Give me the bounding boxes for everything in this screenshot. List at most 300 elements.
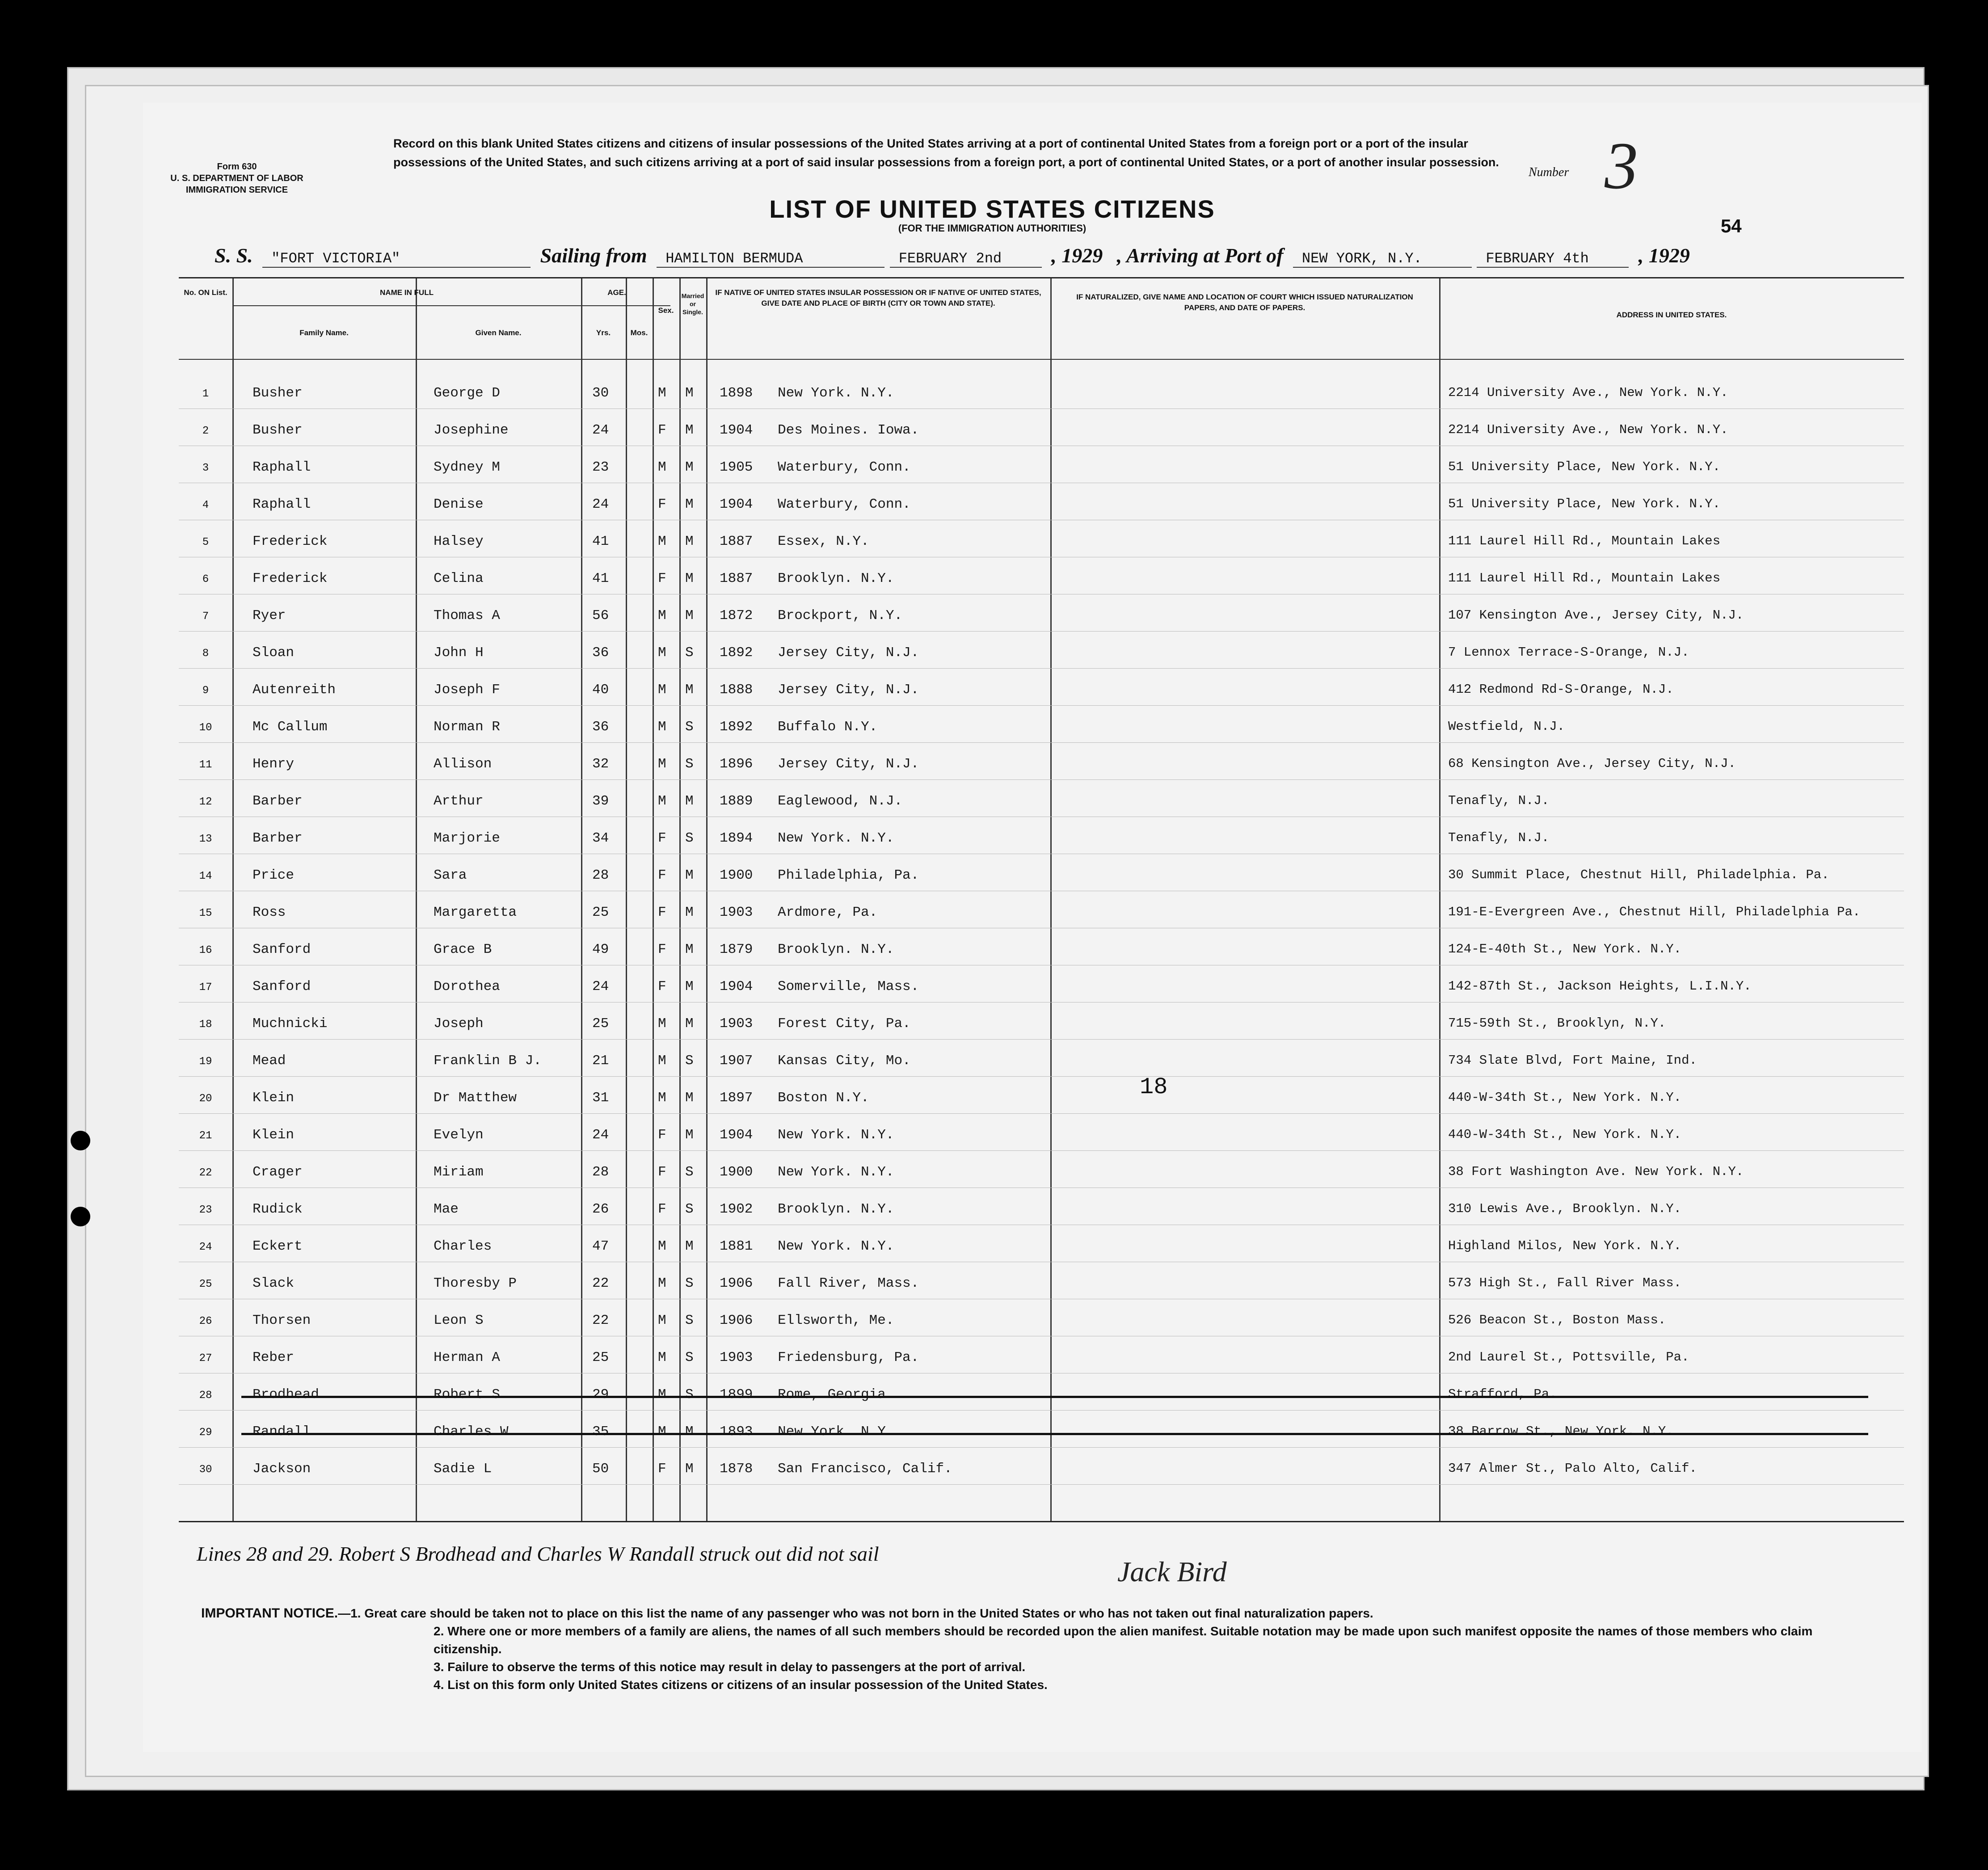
cell-place: New York. N.Y. <box>778 830 894 846</box>
cell-year: 1892 <box>720 645 753 661</box>
cell-year: 1899 <box>720 1387 753 1402</box>
cell-family: Muchnicki <box>253 1016 328 1032</box>
form-service: IMMIGRATION SERVICE <box>185 185 288 195</box>
cell-given: Allison <box>434 756 492 772</box>
cell-address: 38 Barrow St., New York. N.Y. <box>1448 1424 1674 1439</box>
arrival-port: NEW YORK, N.Y. <box>1293 250 1472 268</box>
cell-address: Tenafly, N.J. <box>1448 830 1550 845</box>
cell-family: Barber <box>253 830 303 846</box>
cell-given: Herman A <box>434 1350 500 1365</box>
cell-given: Sydney M <box>434 459 500 475</box>
cell-ms: S <box>685 1201 694 1217</box>
cell-ms: S <box>685 1053 694 1069</box>
cell-place: Somerville, Mass. <box>778 979 919 994</box>
cell-place: San Francisco, Calif. <box>778 1461 952 1477</box>
cell-address: 191-E-Evergreen Ave., Chestnut Hill, Philadelphia Pa. <box>1448 905 1861 919</box>
cell-given: Franklin B J. <box>434 1053 542 1069</box>
col-divider <box>1439 278 1440 1521</box>
cell-family: Klein <box>253 1127 295 1143</box>
cell-family: Sanford <box>253 942 311 957</box>
cell-address: 2214 University Ave., New York. N.Y. <box>1448 385 1728 400</box>
col-divider <box>679 278 681 1521</box>
cell-age: 31 <box>592 1090 609 1106</box>
cell-address: 51 University Place, New York. N.Y. <box>1448 459 1721 474</box>
cell-year: 1894 <box>720 830 753 846</box>
purser-signature: Jack Bird <box>1117 1556 1227 1588</box>
header-bottom-rule <box>179 359 1904 360</box>
cell-ms: M <box>685 571 694 586</box>
cell-place: Des Moines. Iowa. <box>778 422 919 438</box>
header-birth: IF NATIVE OF UNITED STATES INSULAR POSSESSION OR IF NATIVE OF UNITED STATES, GIVE DATE AND PLACE OF BIRTH (CITY OR TOWN AND STATE). <box>715 288 1041 307</box>
cell-ms: M <box>685 942 694 957</box>
row-rule <box>179 631 1904 632</box>
cell-family: Raphall <box>253 497 311 512</box>
cell-place: Ardmore, Pa. <box>778 905 878 920</box>
row-number: 28 <box>199 1390 212 1402</box>
notice-label: IMPORTANT NOTICE. <box>201 1606 338 1621</box>
cell-age: 26 <box>592 1201 609 1217</box>
row-rule <box>179 1447 1904 1448</box>
header-address: ADDRESS IN UNITED STATES. <box>1616 311 1727 319</box>
cell-family: Crager <box>253 1164 303 1180</box>
cell-place: Friedensburg, Pa. <box>778 1350 919 1365</box>
col-divider <box>1050 278 1052 1521</box>
cell-sex: F <box>658 497 666 512</box>
cell-place: Eaglewood, N.J. <box>778 793 903 809</box>
cell-age: 36 <box>592 719 609 735</box>
cell-given: Miriam <box>434 1164 484 1180</box>
arrival-year: , 1929 <box>1638 244 1690 267</box>
cell-sex: M <box>658 1053 666 1069</box>
cell-address: Strafford, Pa. <box>1448 1387 1557 1402</box>
cell-place: Waterbury, Conn. <box>778 497 911 512</box>
row-number: 22 <box>199 1167 212 1179</box>
cell-place: Brooklyn. N.Y. <box>778 571 894 586</box>
arriving-label: , Arriving at Port of <box>1116 244 1284 267</box>
cell-year: 1903 <box>720 1350 753 1365</box>
cell-family: Klein <box>253 1090 295 1106</box>
margin-note: 18 <box>1140 1074 1168 1100</box>
cell-address: 111 Laurel Hill Rd., Mountain Lakes <box>1448 534 1721 548</box>
cell-age: 25 <box>592 1350 609 1365</box>
notice-item: 2. Where one or more members of a family are aliens, the names of all such members should be recorded upon the alien manifest. Suitable notation may be made upon such manifest opposite the names of those members who claim citizenship. <box>434 1624 1813 1656</box>
cell-address: 107 Kensington Ave., Jersey City, N.J. <box>1448 608 1744 623</box>
cell-given: Sara <box>434 868 467 883</box>
cell-given: Margaretta <box>434 905 517 920</box>
cell-sex: M <box>658 1238 666 1254</box>
cell-place: Jersey City, N.J. <box>778 756 919 772</box>
cell-place: Brockport, N.Y. <box>778 608 903 623</box>
cell-year: 1898 <box>720 385 753 401</box>
cell-address: 310 Lewis Ave., Brooklyn. N.Y. <box>1448 1201 1682 1216</box>
cell-given: Leon S <box>434 1313 484 1328</box>
cell-sex: M <box>658 1387 666 1402</box>
cell-age: 28 <box>592 868 609 883</box>
cell-place: New York. N.Y. <box>778 1127 894 1143</box>
cell-ms: M <box>685 1424 694 1440</box>
cell-ms: M <box>685 682 694 698</box>
cell-year: 1906 <box>720 1313 753 1328</box>
row-rule <box>179 779 1904 780</box>
row-number: 25 <box>199 1278 212 1290</box>
cell-address: 68 Kensington Ave., Jersey City, N.J. <box>1448 756 1736 771</box>
row-number: 5 <box>202 536 209 548</box>
cell-sex: F <box>658 905 666 920</box>
cell-ms: M <box>685 385 694 401</box>
cell-address: 30 Summit Place, Chestnut Hill, Philadelphia. Pa. <box>1448 868 1829 882</box>
cell-place: Ellsworth, Me. <box>778 1313 894 1328</box>
cell-sex: M <box>658 608 666 623</box>
cell-family: Jackson <box>253 1461 311 1477</box>
cell-age: 35 <box>592 1424 609 1440</box>
cell-address: 124-E-40th St., New York. N.Y. <box>1448 942 1682 956</box>
cell-sex: M <box>658 1350 666 1365</box>
header-months: Mos. <box>630 329 648 337</box>
cell-family: Busher <box>253 422 303 438</box>
cell-age: 24 <box>592 422 609 438</box>
cell-given: Celina <box>434 571 484 586</box>
cell-sex: M <box>658 793 666 809</box>
cell-year: 1902 <box>720 1201 753 1217</box>
cell-given: Mae <box>434 1201 459 1217</box>
row-number: 13 <box>199 833 212 845</box>
cell-ms: S <box>685 1276 694 1291</box>
cell-year: 1889 <box>720 793 753 809</box>
cell-given: John H <box>434 645 484 661</box>
cell-age: 25 <box>592 1016 609 1032</box>
cell-address: 38 Fort Washington Ave. New York. N.Y. <box>1448 1164 1744 1179</box>
cell-year: 1907 <box>720 1053 753 1069</box>
row-number: 4 <box>202 499 209 511</box>
cell-year: 1892 <box>720 719 753 735</box>
cell-age: 56 <box>592 608 609 623</box>
cell-address: 2nd Laurel St., Pottsville, Pa. <box>1448 1350 1689 1365</box>
row-rule <box>179 1076 1904 1077</box>
cell-family: Thorsen <box>253 1313 311 1328</box>
cell-address: 734 Slate Blvd, Fort Maine, Ind. <box>1448 1053 1697 1068</box>
row-rule <box>179 1039 1904 1040</box>
sailing-from: HAMILTON BERMUDA <box>657 250 884 268</box>
row-number: 20 <box>199 1093 212 1105</box>
form-department: U. S. DEPARTMENT OF LABOR <box>170 173 303 183</box>
cell-ms: M <box>685 1127 694 1143</box>
cell-address: 51 University Place, New York. N.Y. <box>1448 497 1721 511</box>
cell-ms: S <box>685 1350 694 1365</box>
header-sub-divider <box>232 305 670 306</box>
cell-address: 111 Laurel Hill Rd., Mountain Lakes <box>1448 571 1721 585</box>
cell-ms: S <box>685 1313 694 1328</box>
binder-hole-2 <box>71 1207 90 1226</box>
cell-sex: M <box>658 645 666 661</box>
cell-ms: M <box>685 1238 694 1254</box>
notice-item: 3. Failure to observe the terms of this notice may result in delay to passengers at the port of arrival. <box>434 1660 1026 1674</box>
cell-age: 34 <box>592 830 609 846</box>
header-naturalized: IF NATURALIZED, GIVE NAME AND LOCATION OF COURT WHICH ISSUED NATURALIZATION PAPERS, AND DATE OF PAPERS. <box>1076 293 1413 312</box>
cell-given: Thoresby P <box>434 1276 517 1291</box>
cell-year: 1906 <box>720 1276 753 1291</box>
cell-given: Charles W <box>434 1424 509 1440</box>
cell-family: Ryer <box>253 608 286 623</box>
cell-sex: M <box>658 385 666 401</box>
cell-address: 7 Lennox Terrace-S-Orange, N.J. <box>1448 645 1689 660</box>
cell-year: 1888 <box>720 682 753 698</box>
cell-sex: M <box>658 719 666 735</box>
cell-given: Norman R <box>434 719 500 735</box>
cell-sex: F <box>658 868 666 883</box>
cell-family: Sanford <box>253 979 311 994</box>
cell-age: 32 <box>592 756 609 772</box>
cell-address: Westfield, N.J. <box>1448 719 1565 734</box>
cell-family: Rudick <box>253 1201 303 1217</box>
cell-year: 1881 <box>720 1238 753 1254</box>
cell-year: 1904 <box>720 979 753 994</box>
cell-year: 1904 <box>720 497 753 512</box>
row-rule <box>179 742 1904 743</box>
cell-address: 526 Beacon St., Boston Mass. <box>1448 1313 1666 1327</box>
cell-year: 1905 <box>720 459 753 475</box>
row-number: 7 <box>202 611 209 623</box>
cell-ms: S <box>685 645 694 661</box>
cell-family: Sloan <box>253 645 295 661</box>
header-years: Yrs. <box>596 329 611 337</box>
row-number: 23 <box>199 1204 212 1216</box>
cell-age: 49 <box>592 942 609 957</box>
cell-year: 1904 <box>720 422 753 438</box>
important-notice: IMPORTANT NOTICE.—1. Great care should be taken not to place on this list the name of any passenger who was not born in the United States or who has not taken out final naturalization papers. 2. Where one or more members of a family are aliens, the names of all such members should be recorded upon the alien manifest. Suitable notation may be made upon such manifest opposite the names of those members who claim citizenship. 3. Failure to observe the terms of this notice may result in delay to passengers at the port of arrival. 4. List on this form only United States citizens or citizens of an insular possession of the United States. <box>201 1605 1855 1694</box>
cell-year: 1900 <box>720 868 753 883</box>
cell-sex: M <box>658 1090 666 1106</box>
cell-age: 41 <box>592 571 609 586</box>
cell-year: 1896 <box>720 756 753 772</box>
cell-given: Halsey <box>434 534 484 549</box>
col-divider <box>232 278 234 1521</box>
cell-place: New York. N.Y. <box>778 1238 894 1254</box>
cell-address: 347 Almer St., Palo Alto, Calif. <box>1448 1461 1697 1476</box>
folio-number: 54 <box>1721 215 1742 236</box>
cell-age: 28 <box>592 1164 609 1180</box>
strikethrough-line <box>241 1396 1868 1398</box>
cell-address: 440-W-34th St., New York. N.Y. <box>1448 1127 1682 1142</box>
row-number: 3 <box>202 462 209 474</box>
cell-ms: M <box>685 905 694 920</box>
cell-ms: M <box>685 793 694 809</box>
cell-ms: M <box>685 868 694 883</box>
cell-sex: F <box>658 1164 666 1180</box>
cell-place: Fall River, Mass. <box>778 1276 919 1291</box>
row-number: 15 <box>199 907 212 919</box>
cell-sex: M <box>658 682 666 698</box>
cell-ms: M <box>685 497 694 512</box>
cell-ms: S <box>685 1387 694 1402</box>
row-rule <box>179 1113 1904 1114</box>
cell-ms: M <box>685 1461 694 1477</box>
cell-age: 41 <box>592 534 609 549</box>
cell-given: Sadie L <box>434 1461 492 1477</box>
row-number: 9 <box>202 685 209 697</box>
cell-sex: F <box>658 1127 666 1143</box>
cell-family: Brodhead <box>253 1387 319 1402</box>
cell-age: 36 <box>592 645 609 661</box>
form-number: Form 630 <box>217 162 257 172</box>
cell-family: Eckert <box>253 1238 303 1254</box>
row-rule <box>179 668 1904 669</box>
cell-age: 39 <box>592 793 609 809</box>
cell-ms: S <box>685 719 694 735</box>
row-number: 16 <box>199 944 212 956</box>
cell-ms: M <box>685 534 694 549</box>
cell-age: 22 <box>592 1276 609 1291</box>
header-given-name: Given Name. <box>475 329 522 337</box>
cell-year: 1903 <box>720 1016 753 1032</box>
cell-sex: M <box>658 1313 666 1328</box>
cell-place: Waterbury, Conn. <box>778 459 911 475</box>
cell-given: Marjorie <box>434 830 500 846</box>
voyage-line <box>210 244 1819 268</box>
cell-year: 1887 <box>720 534 753 549</box>
manifest-page <box>143 103 1922 1752</box>
cell-sex: F <box>658 1201 666 1217</box>
cell-given: Arthur <box>434 793 484 809</box>
cell-year: 1887 <box>720 571 753 586</box>
cell-ms: M <box>685 1090 694 1106</box>
cell-given: Charles <box>434 1238 492 1254</box>
cell-place: Rome, Georgia. <box>778 1387 894 1402</box>
cell-age: 40 <box>592 682 609 698</box>
row-number: 30 <box>199 1464 212 1476</box>
cell-age: 24 <box>592 497 609 512</box>
row-number: 21 <box>199 1130 212 1142</box>
cell-given: George D <box>434 385 500 401</box>
cell-ms: M <box>685 459 694 475</box>
cell-ms: M <box>685 608 694 623</box>
cell-place: Brooklyn. N.Y. <box>778 942 894 957</box>
notice-item: 1. Great care should be taken not to place on this list the name of any passenger who was not born in the United States or who has not taken out final naturalization papers. <box>350 1606 1373 1620</box>
cell-place: Boston N.Y. <box>778 1090 869 1106</box>
cell-year: 1879 <box>720 942 753 957</box>
cell-place: New York. N.Y. <box>778 1164 894 1180</box>
cell-age: 50 <box>592 1461 609 1477</box>
cell-place: New York. N.Y. <box>778 385 894 401</box>
row-number: 19 <box>199 1056 212 1068</box>
row-number: 12 <box>199 796 212 808</box>
cell-ms: S <box>685 1164 694 1180</box>
row-number: 29 <box>199 1427 212 1439</box>
cell-ms: S <box>685 830 694 846</box>
cell-family: Randall <box>253 1424 311 1440</box>
cell-address: 573 High St., Fall River Mass. <box>1448 1276 1682 1290</box>
cell-address: 440-W-34th St., New York. N.Y. <box>1448 1090 1682 1105</box>
cell-age: 29 <box>592 1387 609 1402</box>
row-number: 24 <box>199 1241 212 1253</box>
cell-sex: M <box>658 756 666 772</box>
cell-address: 715-59th St., Brooklyn, N.Y. <box>1448 1016 1666 1031</box>
cell-sex: M <box>658 459 666 475</box>
cell-given: Evelyn <box>434 1127 484 1143</box>
cell-ms: M <box>685 1016 694 1032</box>
header-age: AGE. <box>607 288 626 297</box>
cell-address: 2214 University Ave., New York. N.Y. <box>1448 422 1728 437</box>
row-rule <box>179 705 1904 706</box>
cell-family: Barber <box>253 793 303 809</box>
cell-sex: F <box>658 1461 666 1477</box>
cell-given: Joseph <box>434 1016 484 1032</box>
cell-place: Kansas City, Mo. <box>778 1053 911 1069</box>
cell-sex: M <box>658 534 666 549</box>
notice-item: 4. List on this form only United States citizens or citizens of an insular possession of the United States. <box>434 1678 1048 1692</box>
cell-year: 1878 <box>720 1461 753 1477</box>
cell-place: Essex, N.Y. <box>778 534 869 549</box>
page-subtitle: (FOR THE IMMIGRATION AUTHORITIES) <box>898 223 1087 234</box>
header-family-name: Family Name. <box>299 329 349 337</box>
number-label: Number <box>1529 165 1569 179</box>
cell-given: Robert S <box>434 1387 500 1402</box>
header-sex: Sex. <box>658 306 674 315</box>
row-rule <box>179 1410 1904 1411</box>
cell-family: Raphall <box>253 459 311 475</box>
cell-year: 1903 <box>720 905 753 920</box>
cell-given: Dr Matthew <box>434 1090 517 1106</box>
cell-sex: F <box>658 571 666 586</box>
arrival-date: FEBRUARY 4th <box>1477 250 1629 268</box>
cell-family: Frederick <box>253 534 328 549</box>
cell-sex: F <box>658 422 666 438</box>
strikethrough-line <box>241 1433 1868 1435</box>
cell-year: 1900 <box>720 1164 753 1180</box>
cell-age: 21 <box>592 1053 609 1069</box>
cell-age: 24 <box>592 1127 609 1143</box>
row-number: 11 <box>199 759 212 771</box>
cell-age: 47 <box>592 1238 609 1254</box>
cell-age: 23 <box>592 459 609 475</box>
cell-given: Thomas A <box>434 608 500 623</box>
col-divider <box>653 278 654 1521</box>
cell-family: Henry <box>253 756 295 772</box>
row-number: 10 <box>199 722 212 734</box>
row-number: 2 <box>202 425 209 437</box>
handwritten-note: Lines 28 and 29. Robert S Brodhead and Charles W Randall struck out did not sail <box>197 1542 879 1565</box>
cell-sex: M <box>658 1276 666 1291</box>
cell-given: Josephine <box>434 422 509 438</box>
cell-age: 25 <box>592 905 609 920</box>
row-number: 14 <box>199 870 212 882</box>
cell-family: Busher <box>253 385 303 401</box>
cell-year: 1872 <box>720 608 753 623</box>
cell-family: Autenreith <box>253 682 336 698</box>
cell-place: Brooklyn. N.Y. <box>778 1201 894 1217</box>
cell-given: Joseph F <box>434 682 500 698</box>
cell-ms: S <box>685 756 694 772</box>
cell-age: 22 <box>592 1313 609 1328</box>
sailing-date: FEBRUARY 2nd <box>890 250 1042 268</box>
cell-address: Highland Milos, New York. N.Y. <box>1448 1238 1682 1253</box>
cell-family: Frederick <box>253 571 328 586</box>
row-number: 8 <box>202 648 209 660</box>
cell-family: Ross <box>253 905 286 920</box>
row-rule <box>179 1150 1904 1151</box>
cell-place: Jersey City, N.J. <box>778 645 919 661</box>
row-number: 26 <box>199 1315 212 1327</box>
cell-sex: F <box>658 979 666 994</box>
row-number: 1 <box>202 388 209 400</box>
cell-address: 412 Redmond Rd-S-Orange, N.J. <box>1448 682 1674 697</box>
cell-age: 30 <box>592 385 609 401</box>
cell-family: Mead <box>253 1053 286 1069</box>
cell-family: Slack <box>253 1276 295 1291</box>
cell-age: 24 <box>592 979 609 994</box>
row-number: 18 <box>199 1019 212 1031</box>
ss-label: S. S. <box>215 244 253 267</box>
cell-place: Buffalo N.Y. <box>778 719 878 735</box>
